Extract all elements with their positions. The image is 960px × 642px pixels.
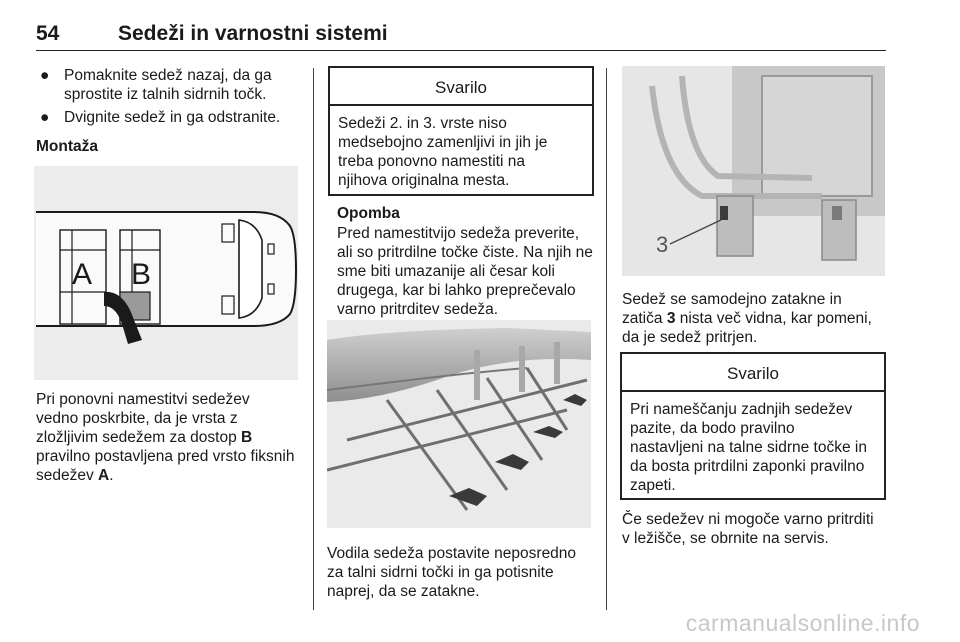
note-line: sme biti umazanije ali česar koli: [337, 263, 555, 280]
para-line: za talni sidrni točki in ga potisnite: [327, 564, 554, 581]
para-line: pravilno postavljena pred vrsto fiksnih: [36, 448, 295, 465]
warning-separator: [330, 104, 592, 106]
page-title: Sedeži in varnostni sistemi: [118, 22, 388, 45]
note-line: drugega, kar bi lahko preprečevalo: [337, 282, 576, 299]
warning-line: pazite, da bodo pravilno: [630, 420, 795, 437]
bullet-dot: ●: [40, 109, 50, 126]
bold-b: B: [241, 429, 253, 446]
warning-line: njihova originalna mesta.: [338, 172, 510, 189]
warning-title: Svarilo: [727, 364, 779, 383]
section-heading-montaza: Montaža: [36, 138, 98, 155]
note-line: Pred namestitvijo sedeža preverite,: [337, 225, 580, 242]
page-number: 54: [36, 22, 60, 45]
para-line: Če sedežev ni mogoče varno pritrditi: [622, 511, 874, 528]
para-line: Vodila sedeža postavite neposredno: [327, 545, 577, 562]
para-line-with-bold: sedežev A.: [36, 467, 114, 484]
para-line: vedno poskrbite, da je vrsta z: [36, 410, 238, 427]
para-line-with-bold: zatiča 3 nista več vidna, kar pomeni,: [622, 310, 872, 327]
bullet-text-1a: Pomaknite sedež nazaj, da ga: [64, 67, 272, 84]
page-header: [36, 22, 886, 52]
latch-figure: [622, 66, 885, 276]
note-line: ali so pritrdilne točke čiste. Na njih ne: [337, 244, 593, 261]
note-heading: Opomba: [337, 205, 400, 222]
watermark-text: carmanualsonline.info: [685, 610, 920, 636]
warning-line: medsebojno zamenljivi in jih je: [338, 134, 548, 151]
bullet-text-2: Dvignite sedež in ga odstranite.: [64, 109, 281, 126]
header-rule: [36, 50, 886, 51]
warning-line: treba ponovno namestiti na: [338, 153, 525, 170]
warning-line: zapeti.: [630, 477, 676, 494]
warning-separator: [622, 390, 884, 392]
seat-rails-illustration: [327, 320, 591, 528]
seat-latch-illustration: [622, 66, 885, 276]
warning-line: da bosta pritrdilni zaponki pravilno: [630, 458, 865, 475]
van-top-view-illustration: [34, 166, 298, 380]
note-line: varno pritrditev sedeža.: [337, 301, 499, 318]
label-a: A: [72, 258, 93, 291]
para-line-with-bold: zložljivim sedežem za dostop B: [36, 429, 253, 446]
column-divider-2: [606, 68, 607, 610]
para-line: da je sedež pritrjen.: [622, 329, 758, 346]
seat-rail-figure: [327, 320, 591, 528]
warning-line: Sedeži 2. in 3. vrste niso: [338, 115, 507, 132]
warning-box: [328, 66, 594, 196]
para-line: naprej, da se zatakne.: [327, 583, 480, 600]
seat-layout-figure: [34, 166, 298, 380]
warning-line: nastavljeni na talne sidrne točke in: [630, 439, 867, 456]
column-divider-1: [313, 68, 314, 610]
warning-box-2: [620, 352, 886, 500]
para-line: v ležišče, se obrnite na servis.: [622, 530, 829, 547]
bold-a: A: [98, 467, 110, 484]
bullet-text-1b: sprostite iz talnih sidrnih točk.: [64, 86, 267, 103]
bullet-dot: ●: [40, 67, 50, 84]
figure-label-3: 3: [656, 232, 669, 257]
para-line: Pri ponovni namestitvi sedežev: [36, 391, 250, 408]
para-line: Sedež se samodejno zatakne in: [622, 291, 842, 308]
label-b: B: [131, 258, 152, 291]
warning-title: Svarilo: [435, 78, 487, 97]
warning-line: Pri nameščanju zadnjih sedežev: [630, 401, 853, 418]
